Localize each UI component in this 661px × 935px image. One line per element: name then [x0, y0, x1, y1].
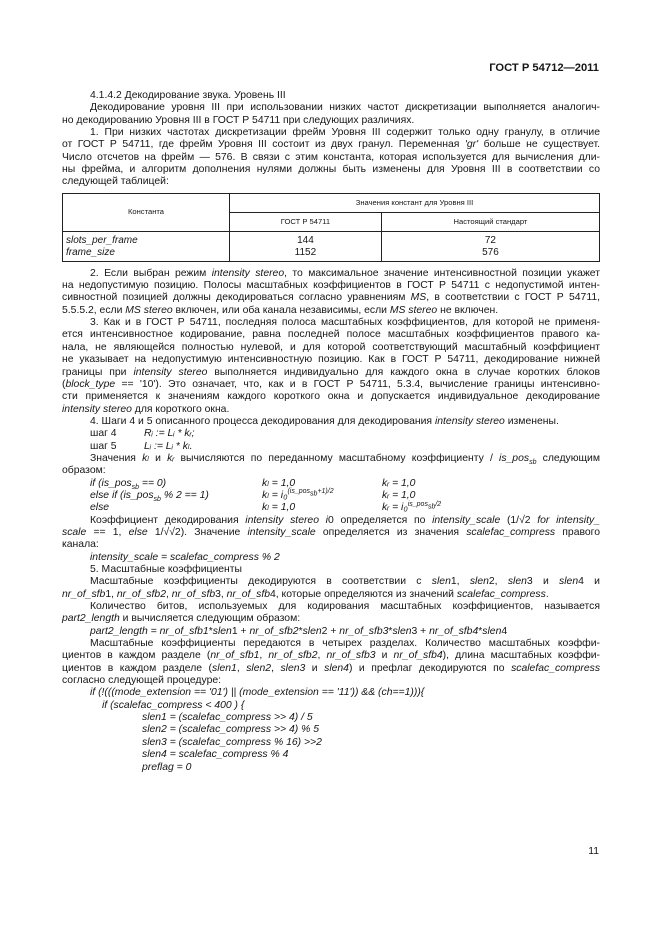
col-gost: ГОСТ Р 54711 — [230, 212, 382, 231]
step4-row — [62, 428, 600, 440]
case-row-3 — [62, 502, 600, 514]
page-header-standard: ГОСТ Р 54712—2011 — [489, 62, 599, 74]
page-number: 11 — [588, 846, 599, 857]
item2-line-2: на недопустимую позицию. Полосы масштабных коэффициентов в ГОСТ Р 54711 с недопустимой интен- — [62, 280, 600, 292]
case-1-condition: if (is_pos$_{sb}$ == 0) — [90, 477, 167, 491]
item1-line-2: от ГОСТ Р 54711, где фрейм Уровня III состоит из двух гранул. Переменная 'gr' больше не существует. — [62, 139, 600, 151]
item5-title: 5. Масштабные коэффициенты — [90, 564, 243, 575]
step5-label: шаг 5 — [90, 440, 117, 452]
item2-line-1: 2. Если выбран режим intensity stereo, то максимальное значение интенсивностной позиции укажет — [90, 267, 600, 279]
part2-length-formula: part2_length = nr_of_sfb1*slen1 + nr_of_sfb2*slen2 + nr_of_sfb3*slen3 + nr_of_sfb4*slen4 — [90, 625, 508, 637]
code-line-5: slen3 = (scalefac_compress % 16) >>2 — [142, 736, 322, 748]
case-1-kl: kₗ = 1,0 — [262, 477, 296, 489]
code-line-6: slen4 = scalefac_compress % 4 — [142, 749, 289, 761]
coef-line-1: Коэффициент декодирования intensity stereo i0 определяется по intensity_scale (1/√2 for intensity_ — [90, 514, 600, 526]
step4-formula: Rᵢ := Lᵢ * kᵣ; — [144, 428, 195, 440]
coef-line-2: scale == 1, else 1/√√2). Значение intensity_scale определяется из значения scalefac_compress правого — [62, 526, 601, 538]
step5-row — [62, 441, 600, 453]
code-line-4: slen2 = (scalefac_compress >> 4) % 5 — [142, 724, 320, 736]
intro-line-1: Декодирование уровня III при использовании низких частот дискретизации выполняется аналогич- — [90, 102, 600, 114]
cell-constant-names: slots_per_frame frame_size — [63, 231, 230, 261]
item3-line-7: сти применяется к значениям каждого короткого окна и допускается индивидуальное декодирование — [62, 391, 600, 403]
item5-p2-line-2: part2_length и вычисляется следующим образом: — [62, 613, 301, 625]
constants-table — [62, 193, 600, 262]
item1-line-1: 1. При низких частотах дискретизации фрейм Уровня III содержит только одну гранулу, в отличие — [90, 127, 600, 139]
intro-line-2: но декодированию Уровня III в ГОСТ Р 54711 при следующих различиях. — [62, 114, 415, 126]
case-3-kr: kᵣ = i₀$^{is\_pos_{sb}/2}$ — [382, 500, 442, 514]
item5-p1-line-1: Масштабные коэффициенты декодируются в соответствии с slen1, slen2, slen3 и slen4 и — [90, 576, 600, 588]
item5-p3-line-1: Масштабные коэффициенты передаются в четырех разделах. Количество масштабных коэффи- — [90, 638, 600, 650]
item3-line-6: (block_type == '10'). Это означает, что, как и в ГОСТ Р 54711, 5.3.4, вычисление границы интенсивно- — [62, 378, 600, 390]
item3-line-5: границы при intensity stereo выполняется индивидуально для каждого окна в случае коротких блоков — [62, 366, 600, 378]
col-constant: Константа — [63, 193, 230, 231]
item3-line-3: нала, не являющейся полностью нулевой, и для которой соответствующий масштабный коэффициент — [62, 341, 600, 353]
item5-p3-line-4: согласно следующей процедуре: — [62, 675, 222, 687]
step4-label: шаг 4 — [90, 428, 117, 440]
cell-current-values: 72 576 — [381, 231, 599, 261]
item5-p3-line-2: циентов в каждом разделе (nr_of_sfb1, nr_of_sfb2, nr_of_sfb3 и nr_of_sfb4), длина масштабных коэффи- — [62, 650, 601, 662]
case-2-kr: kᵣ = 1,0 — [382, 489, 416, 501]
item2-line-4: 5.5.5.2, если MS stereo включен, или оба канала независимы, если MS stereo не включен. — [62, 304, 499, 316]
item3-line-8: intensity stereo для короткого окна. — [62, 403, 230, 415]
code-line-7: preflag = 0 — [142, 761, 192, 773]
code-line-3: slen1 = (scalefac_compress >> 4) / 5 — [142, 712, 313, 724]
item5-p2-line-1: Количество битов, используемых для кодирования масштабных коэффициентов, называется — [90, 601, 600, 613]
col-current: Настоящий стандарт — [381, 212, 599, 231]
code-line-2: if (scalefac_compress < 400 ) { — [102, 699, 245, 711]
case-3-condition: else — [90, 502, 110, 514]
section-title: 4.1.4.2 Декодирование звука. Уровень III — [90, 90, 286, 101]
col-group: Значения констант для Уровня III — [230, 193, 600, 212]
item5-p1-line-2: nr_of_sfb1, nr_of_sfb2, nr_of_sfb3, nr_of_sfb4, которые определяются из значений scalefac_compress. — [62, 588, 549, 600]
coef-line-3: канала: — [62, 539, 99, 551]
case-2-kl: kₗ = i₀$^{(is\_pos_{sb}+1)/2}$ — [262, 488, 334, 501]
table-row — [63, 231, 600, 261]
item1-line-4: ны фрейма, и алгоритм дополнения нулями должны быть изменены для Уровня III в соответствии со — [62, 164, 600, 176]
item3-line-2: ется интенсивностное кодирование, равна последней полосе масштабных коэффициентов правого ка- — [62, 329, 600, 341]
values-line-1: Значения kₗ и kᵣ вычисляются по переданному масштабному коэффициенту / is_pos$_{sb}$ следующим — [90, 452, 600, 466]
step5-formula: Lᵢ := Lᵢ * kₗ. — [144, 440, 193, 452]
item2-line-3: сивностной позицией должны декодироваться согласно уравнениям MS, в соответствии с ГОСТ Р 54711, — [62, 292, 600, 304]
case-2-condition: else if (is_pos$_{sb}$ % 2 == 1) — [90, 489, 209, 504]
values-line-2: образом: — [62, 465, 106, 477]
item5-p3-line-3: циентов в каждом разделе (slen1, slen2, slen3 и slen4) и префлаг декодируются по scalefac_compress — [62, 662, 601, 674]
case-row-2 — [62, 490, 600, 502]
case-3-kl: kₗ = 1,0 — [262, 502, 296, 514]
code-line-1: if (!(((mode_extension == '01') || (mode_extension == '11')) && (ch==1))){ — [90, 687, 425, 699]
item3-line-1: 3. Как и в ГОСТ Р 54711, последняя полоса масштабных коэффициентов, для которой не применя- — [90, 317, 600, 329]
case-1-kr: kᵣ = 1,0 — [382, 477, 416, 489]
document-body — [62, 90, 600, 774]
item4-line-1: 4. Шаги 4 и 5 описанного процесса декодирования для декодирования intensity stereo изменены. — [90, 415, 559, 427]
item3-line-4: не указывает на недопустимую интенсивностную позицию. Как в ГОСТ Р 54711, декодирование нижней — [62, 354, 600, 366]
item1-line-5: следующей таблицей: — [62, 176, 169, 188]
intensity-scale-formula: intensity_scale = scalefac_compress % 2 — [90, 551, 280, 563]
item1-line-3: Число отсчетов на фрейм — 576. В связи с этим константа, которая используется для вычисления дли- — [62, 151, 600, 163]
cell-gost-values: 144 1152 — [230, 231, 382, 261]
